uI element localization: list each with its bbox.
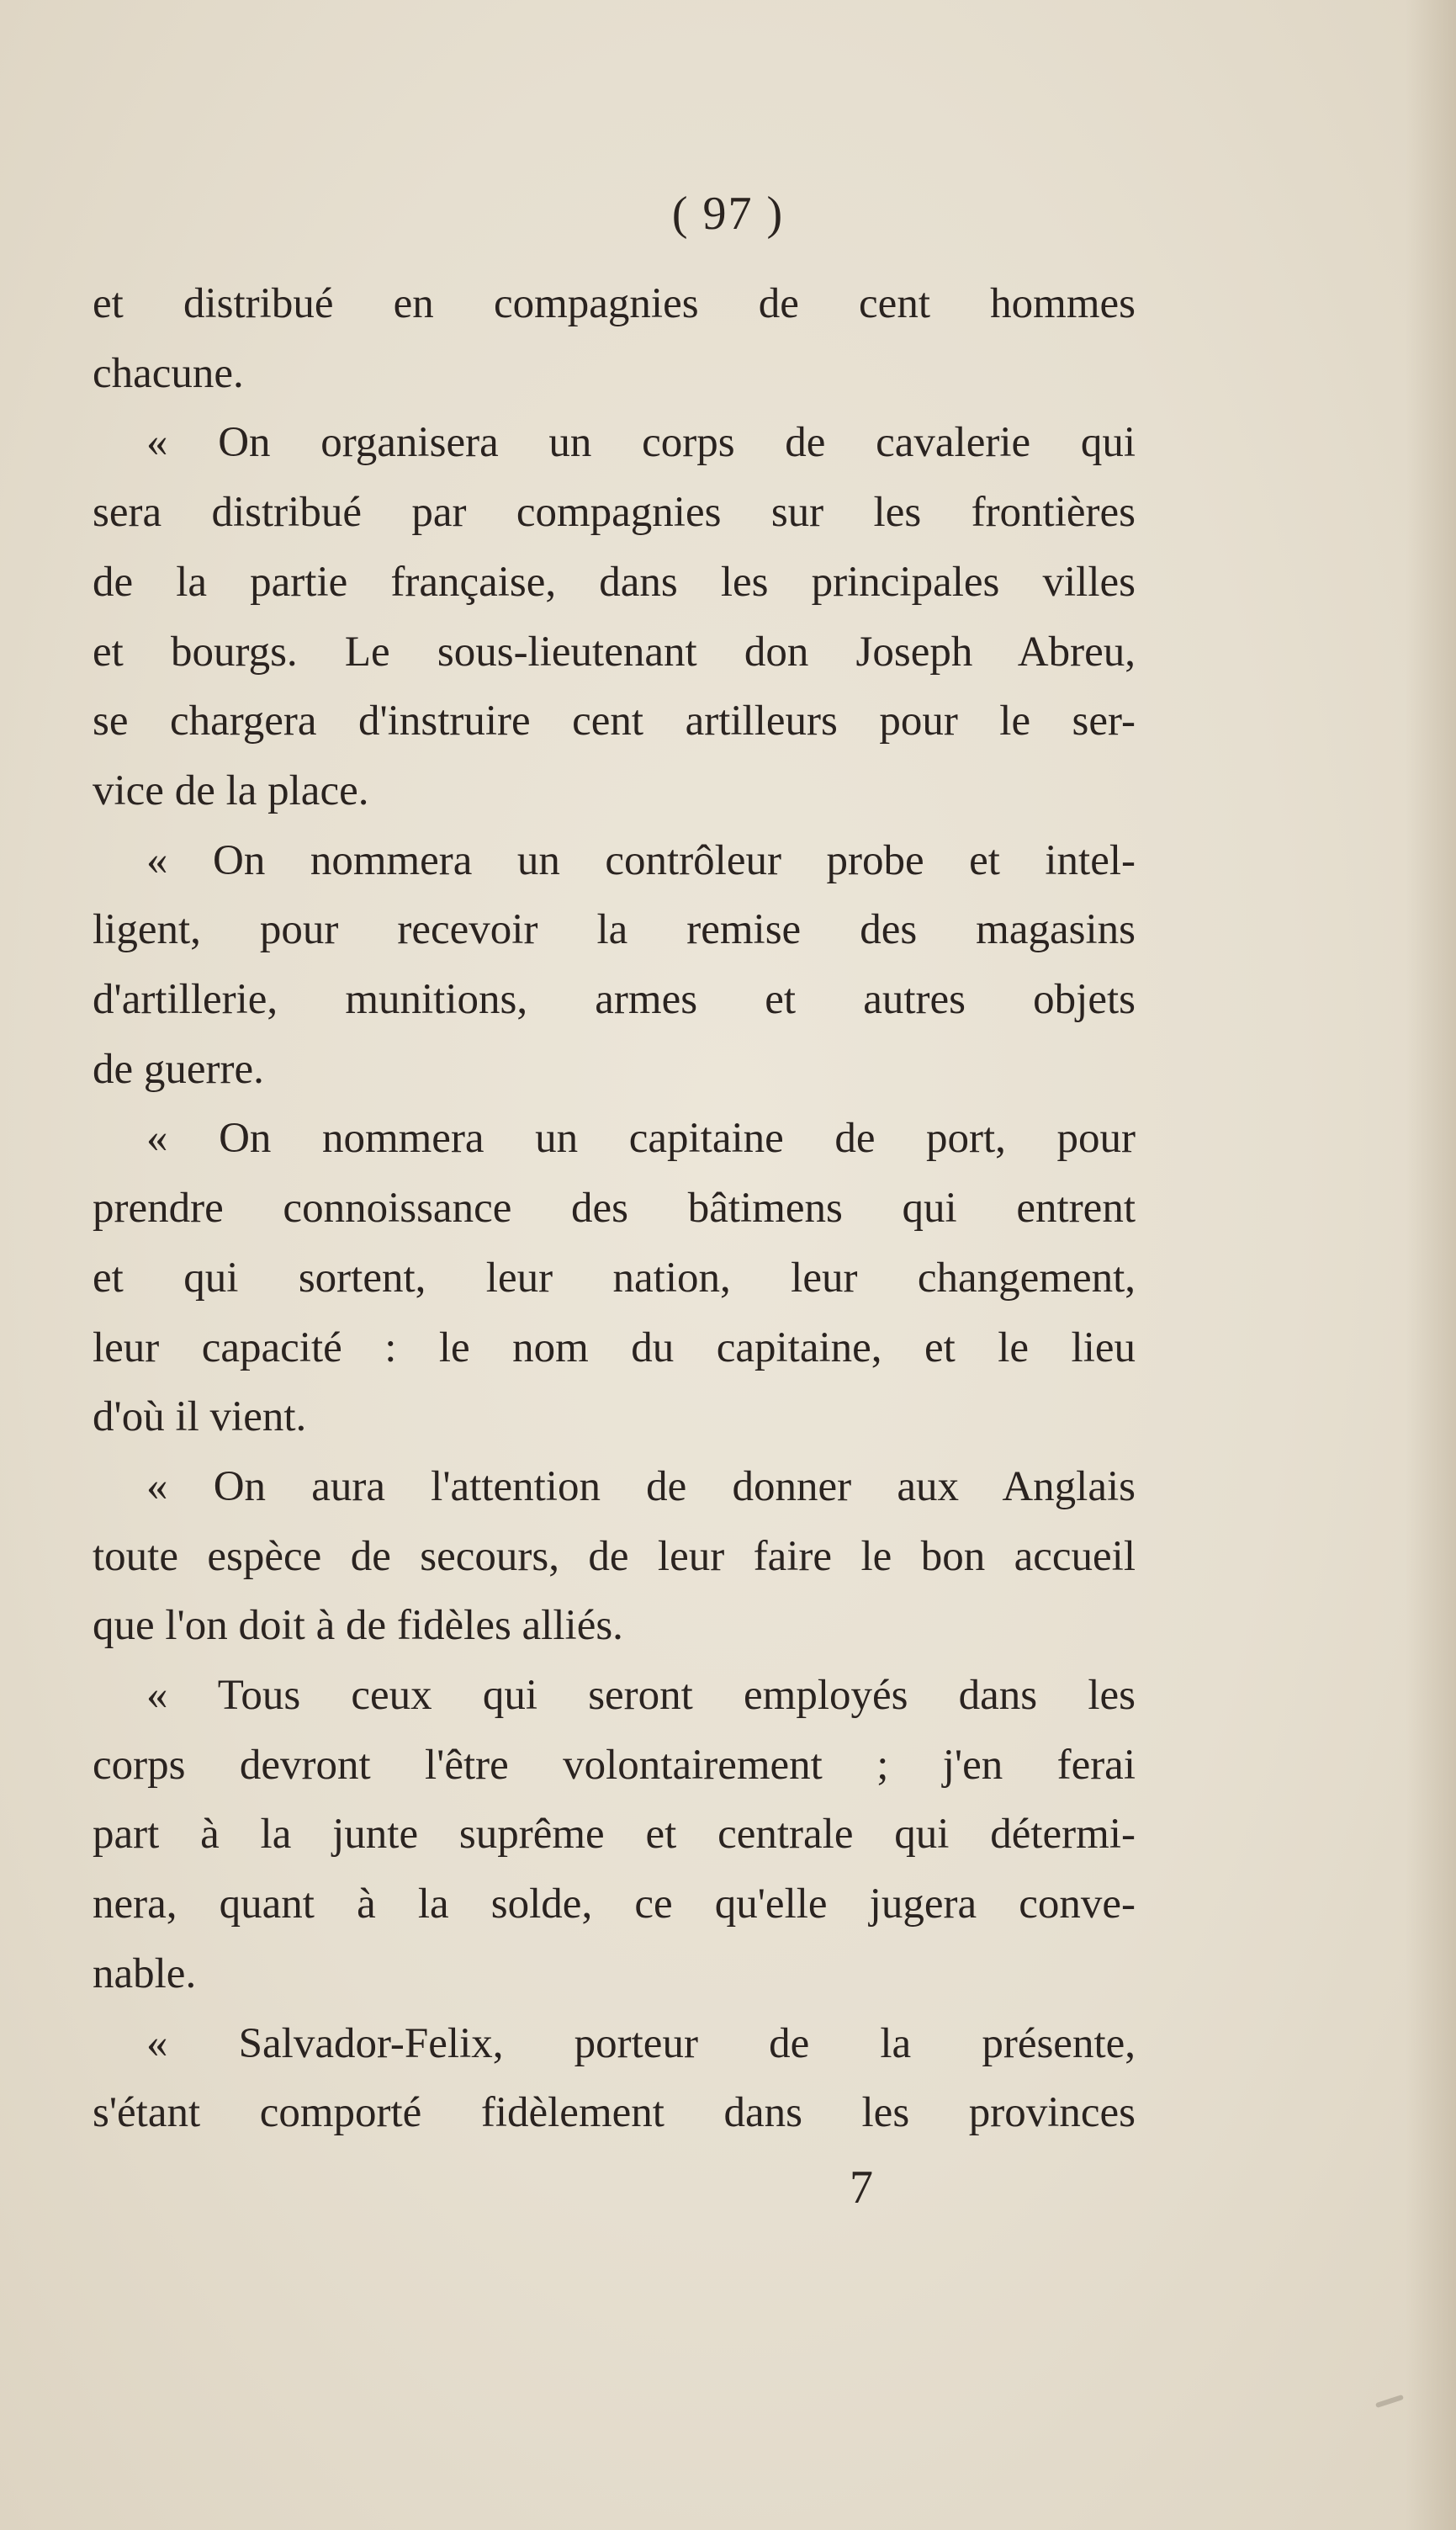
text-line: corps devront l'être volontairement ; j'en ferai (93, 1741, 1136, 1789)
text-line: « On aura l'attention de donner aux Anglais (146, 1462, 1136, 1510)
text-line: et qui sortent, leur nation, leur changement, (93, 1254, 1136, 1302)
text-line: que l'on doit à de fidèles alliés. (93, 1602, 623, 1650)
text-line: ligent, pour recevoir la remise des magasins (93, 906, 1136, 954)
body-text (93, 269, 1136, 2148)
text-line: d'artillerie, munitions, armes et autres objets (93, 976, 1136, 1024)
text-line: et bourgs. Le sous-lieutenant don Joseph Abreu, (93, 628, 1136, 676)
text-line: vice de la place. (93, 766, 369, 814)
text-line: chacune. (93, 349, 244, 397)
text-line: « On organisera un corps de cavalerie qui (146, 419, 1136, 467)
text-line: nable. (93, 1949, 197, 1997)
text-line: prendre connoissance des bâtimens qui entrent (93, 1185, 1136, 1233)
text-line: s'étant comporté fidèlement dans les provinces (93, 2089, 1136, 2137)
text-line: sera distribué par compagnies sur les frontières (93, 489, 1136, 537)
text-line: toute espèce de secours, de leur faire le bon accueil (93, 1532, 1136, 1580)
text-line: de guerre. (93, 1045, 264, 1093)
text-line: part à la junte suprême et centrale qui détermi- (93, 1811, 1136, 1859)
text-line: « Tous ceux qui seront employés dans les (146, 1672, 1136, 1720)
text-line: et distribué en compagnies de cent hommes (93, 280, 1136, 327)
text-line: « On nommera un contrôleur probe et intel- (146, 836, 1136, 884)
text-line: leur capacité : le nom du capitaine, et le lieu (93, 1323, 1136, 1371)
page-edge-shadow (1406, 0, 1456, 2530)
signature-mark: 7 (850, 2161, 873, 2214)
text-line: d'où il vient. (93, 1393, 307, 1441)
text-line: se chargera d'instruire cent artilleurs pour le ser- (93, 697, 1136, 745)
text-line: « On nommera un capitaine de port, pour (146, 1115, 1136, 1163)
ink-speck-decoration (1375, 2395, 1404, 2408)
page-number-header: ( 97 ) (671, 188, 785, 240)
text-line: de la partie française, dans les principales villes (93, 558, 1136, 606)
text-line: « Salvador-Felix, porteur de la présente, (146, 2019, 1136, 2067)
text-line: nera, quant à la solde, ce qu'elle jugera conve- (93, 1880, 1136, 1928)
